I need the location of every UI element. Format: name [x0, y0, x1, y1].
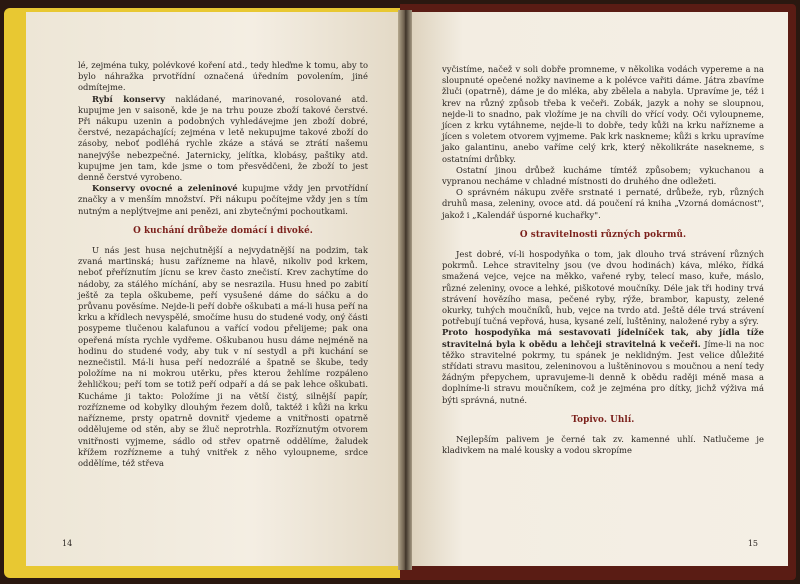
paragraph	[78, 94, 368, 184]
book-gutter	[398, 10, 412, 570]
text-span: nakládané, marinované, rosolované atd. kupujme jen v saisoně, kde je na trhu pouze zboží takové čerstvé. Při nákupu uzenin a podobných vyhledávejme jen zboží dobré, čerstvé, nezapáchající; zejména v letě nekupujme takové zboží do zásoby, neboť podléhá rychle zkáze a stává se ztrátí našemu nanejvýše nebezpečné. Jaternicky, jelítka, klobásy, paštiky atd. kupujme jen tam, kde jsme o tom přesvědčeni, že zboží to jest denně čerstvé vyrobeno.	[78, 93, 368, 183]
paragraph	[78, 183, 368, 217]
paragraph: vyčistíme, načež v soli dobře promneme, v několika vodách vypereme a na sloupnuté opečené nožky navineme a k polévce vařiti dáme. Játra zbavíme žluči (opatrně), dáme je do mléka, aby zbělela a nabyla. Upravíme je, též i krev na různý způsob třeba k večeři. Zobák, jazyk a nohy se sloupnou, nejde-li to snadno, pak vložíme je na chvíli do vřící vody. Oči vyloupneme, jícen z krku vytáhneme, nejde-li to dobře, tedy kůži na krku nařízneme a jícen s voletem otvorem vyjmeme. Pak krk naskneme; kůži s krku upravíme jako galantinu, anebo vaříme celý krk, který několikráte nasekneme, s ostatními drůbky.	[442, 64, 764, 164]
right-page	[410, 12, 788, 566]
paragraph: Jest dobré, ví-li hospodyňka o tom, jak dlouho trvá strávení různých pokrmů. Lehce stravitelny jsou (ve dvou hodinách) káva, mléko, řídká smažená vejce, vejce na měkko, vařené ryby, telecí maso, kuře, máslo, různé zeleniny, ovoce a lehké, piškotové moučníky. Déle jak tři hodiny trvá strávení hovězího masa, pečené ryby, rýže, brambor, kapusty, zelené okurky, tuhých moučníků, hub, vejce na tvrdo atd. Ještě déle trvá strávení potřebují tučná vepřová, husa, kysané zelí, luštěniny, naložené ryby a sýry.	[442, 249, 764, 327]
paragraph: Ostatní jinou drůbež kucháme tímtéž způsobem; vykuchanou a vypranou necháme v chladné místnosti do druhého dne odležeti.	[442, 164, 764, 187]
section-heading: Topivo. Uhlí.	[571, 414, 635, 425]
text-span: kupujme vždy jen prvotřídní značky a v menším množství. Při nákupu počítejme vždy jen s tím nutným a neplýtvejme ani penězi, ani zbytečnými pochoutkami.	[78, 183, 368, 216]
text-span: Jíme-li na noc těžko stravitelné pokrmy, tu spánek je neklidným. Jest velice důležité střídati stravu masitou, zeleninovou a luštěninovou s moučnou a není tedy žádným přepychem, upravujeme-li denně k obědu raději méně masa a doplníme-li stravu moučníkem, což je zejména pro dítky, jichž výživa má býti správná, nutné.	[442, 338, 764, 405]
section-heading: O stravitelnosti různých pokrmů.	[519, 229, 687, 240]
bold-phrase: Konservy ovocné a zeleninové	[92, 183, 238, 194]
page-number: 14	[62, 539, 73, 548]
paragraph	[442, 327, 764, 405]
paragraph: O správném nákupu zvěře srstnaté i pernaté, drůbeže, ryb, různých druhů masa, zeleniny, ovoce atd. dá poučení rá kniha „Vzorná domácnost", jakož i „Kalendář úsporné kuchařky".	[442, 187, 764, 220]
paragraph: Nejlepším palivem je černé tak zv. kamenné uhlí. Natlučeme je kladivkem na malé kousky a vodou skropíme	[442, 434, 764, 456]
section-heading: O kuchání drůbeže domácí i divoké.	[133, 225, 313, 236]
left-page	[26, 12, 402, 566]
bold-phrase: Proto hospodyňka má sestavovati jídelníček tak, aby jídla tíže stravitelná byla k obědu a lehčeji stravitelná k večeři.	[442, 327, 764, 349]
paragraph: lé, zejména tuky, polévkové koření atd., tedy hleďme k tomu, aby to bylo náhražka prvotřídní označená úředním povolením, jiné odmítejme.	[78, 60, 368, 93]
page-number: 15	[747, 539, 758, 548]
bold-phrase: Rybí konservy	[92, 93, 165, 104]
paragraph: U nás jest husa nejchutnější a nejvydatnější na podzim, tak zvaná martinská; husu zařízneme na hlavě, nikoliv pod krkem, neboť přeříznutím jícnu se krev často znečistí. Krev zachytíme do nádoby, za stálého míchání, aby se nesrazila. Husu hned po zabití ještě za tepla oškubeme, peří vysušené dáme do sáčku a do průvanu pověsíme. Nejde-li peří dobře oškubati a má-li husa peří na krku a křídlech nevyspělé, smočíme husu do studené vody, oný části posypeme tlučenou kalafunou a vařící vodou přelijeme; pak ona opeřená místa rychle vydřeme. Oškubanou husu dáme nejméně na hodinu do studené vody, aby tuk v ní sestydl a při kuchání se neznečistil. Má-li husa peří nedozrálé a špatně se škube, tedy položíme na ni mokrou utěrku, přes kterou žehlíme rozpáleno žehličkou; peří tom se totiž peří odpaří a dá se pak lehce oškubati. Kucháme ji takto: Položíme ji na větší čistý, silnější papír, rozřízneme od kobylky dlouhým řezem dolů, taktéž i kůži na krku nařízneme, prsty opatrně dovnitř vjedeme a vnitřnosti opatrně oddělujeme od stěn, aby se žluč neprotrhla. Rozříznutým otvorem vnitřnosti vyjmeme, sádlo od střev opatrně oddělíme, žaludek křížem rozřízneme a tuhý vnitřek z něho vyloupneme, srdce oddělíme, též střeva	[78, 245, 368, 468]
